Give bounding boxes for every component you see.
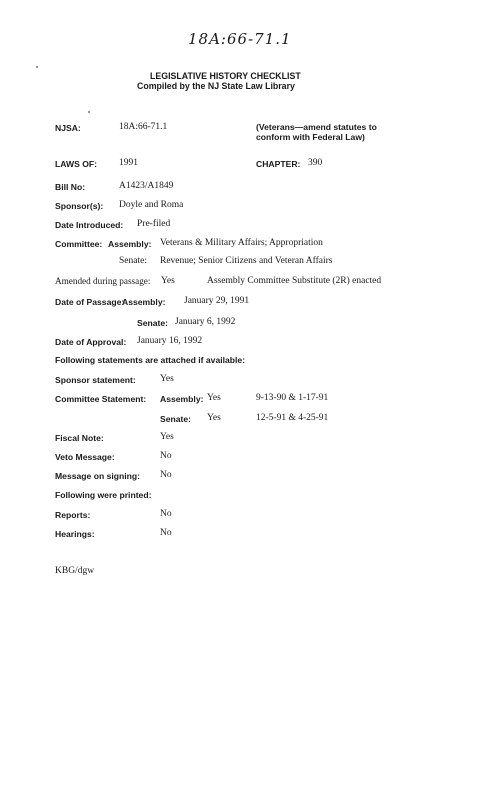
passage-assembly-value: January 29, 1991 [184, 296, 250, 306]
message-on-signing-label: Message on signing: [55, 471, 140, 481]
hearings-label: Hearings: [55, 529, 95, 539]
chapter-value: 390 [308, 158, 323, 168]
amended-label: Amended during passage: [55, 276, 151, 286]
njsa-note-line2: conform with Federal Law) [256, 132, 365, 142]
njsa-note-line1: (Veterans—amend statutes to [256, 122, 377, 132]
sponsor-statement-label: Sponsor statement: [55, 375, 136, 385]
committee-assembly-label: Assembly: [108, 239, 152, 249]
cs-assembly-dates: 9-13-90 & 1-17-91 [256, 393, 329, 403]
sponsor-statement-value: Yes [160, 374, 174, 384]
page-title: LEGISLATIVE HISTORY CHECKLIST [150, 71, 301, 81]
laws-of-label: LAWS OF: [55, 159, 98, 169]
bill-no-value: A1423/A1849 [119, 181, 174, 191]
fiscal-note-label: Fiscal Note: [55, 433, 104, 443]
cs-assembly-label: Assembly: [160, 394, 204, 404]
bill-no-label: Bill No: [55, 182, 86, 192]
page-subtitle: Compiled by the NJ State Law Library [137, 81, 295, 91]
cs-senate-value: Yes [207, 413, 221, 423]
committee-senate-label: Senate: [119, 256, 147, 266]
date-introduced-value: Pre-filed [137, 219, 171, 229]
passage-senate-value: January 6, 1992 [175, 317, 236, 327]
date-of-approval-label: Date of Approval: [55, 337, 127, 347]
date-of-approval-value: January 16, 1992 [137, 336, 203, 346]
committee-statement-label: Committee Statement: [55, 394, 147, 404]
scan-speck [36, 66, 38, 68]
njsa-label: NJSA: [55, 123, 81, 133]
committee-assembly-value: Veterans & Military Affairs; Appropriation [160, 238, 323, 248]
amended-value: Yes [161, 276, 175, 286]
sponsors-value: Doyle and Roma [119, 200, 184, 210]
cs-senate-label: Senate: [160, 414, 192, 424]
chapter-label: CHAPTER: [256, 159, 301, 169]
statements-heading: Following statements are attached if available: [55, 355, 246, 365]
reports-value: No [160, 509, 172, 519]
initials: KBG/dgw [55, 566, 95, 576]
printed-heading: Following were printed: [55, 490, 152, 500]
cs-assembly-value: Yes [207, 393, 221, 403]
committee-label: Committee: [55, 239, 103, 249]
veto-message-label: Veto Message: [55, 452, 115, 462]
cs-senate-dates: 12-5-91 & 4-25-91 [256, 413, 329, 423]
fiscal-note-value: Yes [160, 432, 174, 442]
message-on-signing-value: No [160, 470, 172, 480]
reports-label: Reports: [55, 510, 91, 520]
laws-of-value: 1991 [119, 158, 138, 168]
date-of-passage-label: Date of Passage: [55, 297, 125, 307]
hearings-value: No [160, 528, 172, 538]
passage-assembly-label: Assembly: [122, 297, 166, 307]
sponsors-label: Sponsor(s): [55, 201, 104, 211]
handwritten-citation: 18A:66-71.1 [188, 30, 292, 48]
date-introduced-label: Date Introduced: [55, 220, 124, 230]
veto-message-value: No [160, 451, 172, 461]
passage-senate-label: Senate: [137, 318, 169, 328]
amended-note: Assembly Committee Substitute (2R) enacted [207, 276, 382, 286]
committee-senate-value: Revenue; Senior Citizens and Veteran Affairs [160, 256, 333, 266]
scan-speck [88, 111, 90, 113]
njsa-value: 18A:66-71.1 [119, 122, 168, 132]
